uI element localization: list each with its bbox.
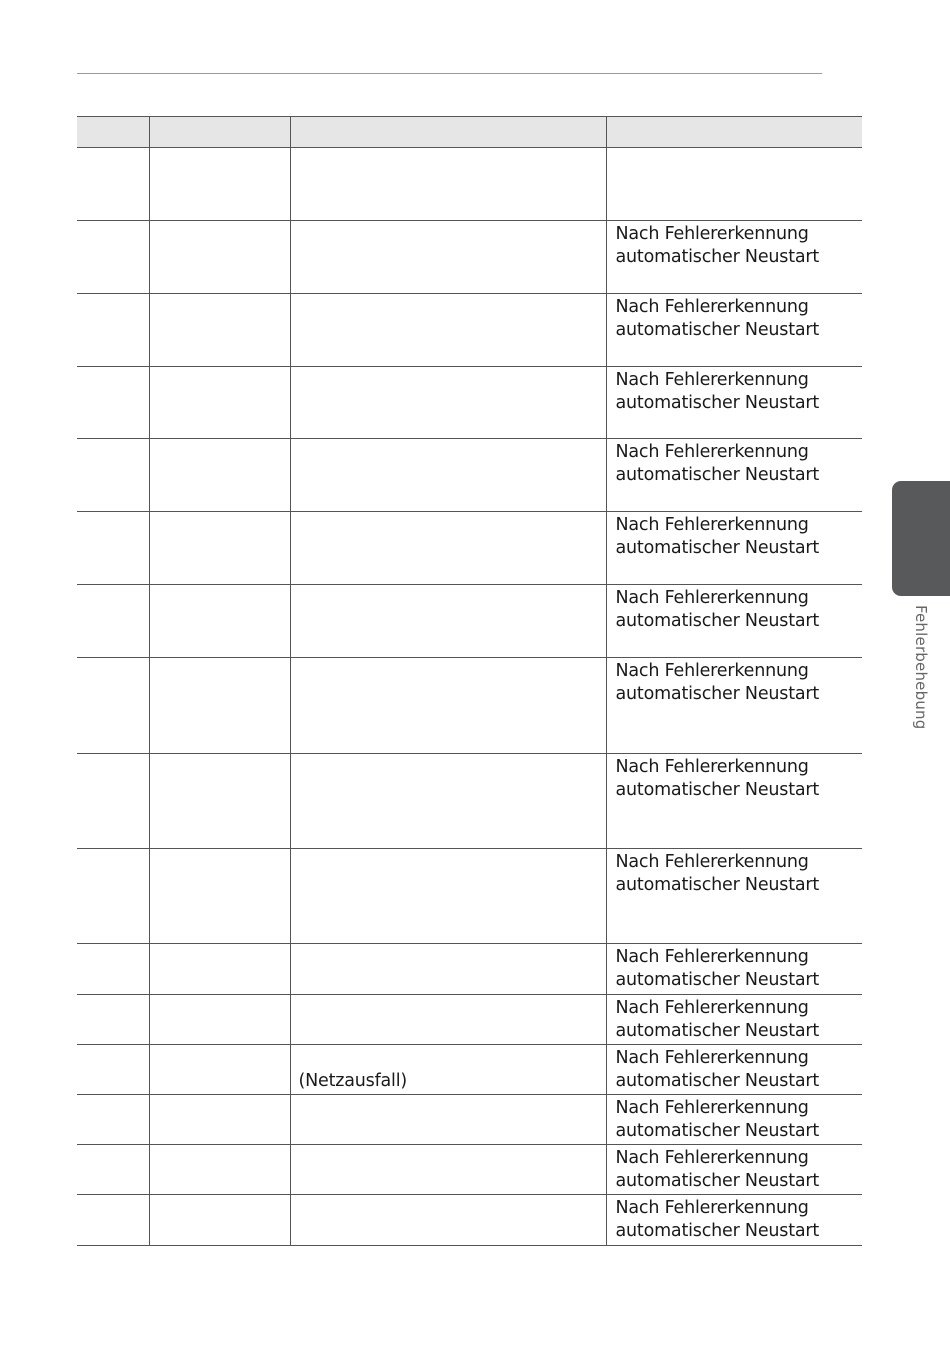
cell-text [150, 367, 290, 369]
header-rule [77, 73, 822, 74]
cell-text [77, 1045, 149, 1047]
cell-text: (Netzausfall) [298, 1070, 408, 1091]
cell-c1 [77, 944, 149, 995]
cell-text [77, 754, 149, 756]
cell-c1 [77, 221, 149, 294]
cell-text: Nach Fehlererkennung automatischer Neustart [615, 1198, 820, 1241]
cell-c4 [606, 1095, 862, 1145]
cell-c3 [290, 221, 606, 294]
cell-text: Nach Fehlererkennung automatischer Neustart [615, 661, 820, 704]
cell-c2 [149, 221, 290, 294]
cell-text [77, 148, 149, 150]
cell-c3 [290, 1195, 606, 1246]
cell-c1 [77, 585, 149, 658]
cell-c4 [606, 367, 862, 439]
cell-text [291, 754, 606, 756]
cell-text [150, 585, 290, 587]
cell-c4 [606, 585, 862, 658]
cell-text [150, 658, 290, 660]
cell-text [150, 1145, 290, 1147]
cell-c1 [77, 1195, 149, 1246]
cell-c4 [606, 754, 862, 849]
cell-text [291, 221, 606, 223]
table-row [77, 754, 862, 849]
cell-c3 [290, 367, 606, 439]
cell-c3 [290, 658, 606, 754]
cell-c2 [149, 1195, 290, 1246]
table-row [77, 512, 862, 585]
cell-text [291, 944, 606, 946]
header-cell-4 [606, 117, 862, 148]
cell-c4 [606, 512, 862, 585]
cell-c2 [149, 944, 290, 995]
table-row [77, 367, 862, 439]
cell-c1 [77, 1045, 149, 1095]
table-row [77, 1145, 862, 1195]
cell-c4 [606, 1145, 862, 1195]
cell-text [291, 148, 606, 150]
cell-text [150, 512, 290, 514]
cell-c1 [77, 439, 149, 512]
cell-text [77, 367, 149, 369]
table-row [77, 1195, 862, 1246]
cell-c2 [149, 148, 290, 221]
cell-text [150, 849, 290, 851]
section-label: Fehlerbehebung [912, 605, 930, 730]
cell-c2 [149, 512, 290, 585]
cell-c3 [290, 1145, 606, 1195]
header-cell-2 [149, 117, 290, 148]
cell-text [150, 995, 290, 997]
cell-c4 [606, 221, 862, 294]
cell-text: Nach Fehlererkennung automatischer Neustart [615, 442, 820, 485]
cell-text [291, 1145, 606, 1147]
cell-c4 [606, 658, 862, 754]
cell-text: Nach Fehlererkennung automatischer Neustart [615, 998, 820, 1041]
cell-c2 [149, 849, 290, 944]
cell-c3 [290, 754, 606, 849]
table-row [77, 221, 862, 294]
cell-text [77, 221, 149, 223]
cell-text [77, 1195, 149, 1197]
cell-text [291, 658, 606, 660]
cell-c1 [77, 658, 149, 754]
table-row [77, 148, 862, 221]
cell-c4 [606, 294, 862, 367]
cell-text [77, 995, 149, 997]
cell-c3 [290, 148, 606, 221]
cell-text: Nach Fehlererkennung automatischer Neustart [615, 297, 820, 340]
table-row [77, 1045, 862, 1095]
cell-c2 [149, 1095, 290, 1145]
cell-text [291, 367, 606, 369]
cell-c1 [77, 367, 149, 439]
cell-text [150, 754, 290, 756]
cell-c2 [149, 585, 290, 658]
chapter-tab [892, 481, 950, 596]
cell-text: Nach Fehlererkennung automatischer Neustart [615, 757, 820, 800]
table-header-row [77, 117, 862, 148]
cell-text [150, 1195, 290, 1197]
cell-text: Nach Fehlererkennung automatischer Neustart [615, 947, 820, 990]
cell-text [150, 1045, 290, 1047]
cell-c4 [606, 995, 862, 1045]
table-row [77, 585, 862, 658]
cell-text [150, 944, 290, 946]
cell-text [291, 512, 606, 514]
cell-c3 [290, 439, 606, 512]
cell-c4 [606, 1195, 862, 1246]
cell-c1 [77, 148, 149, 221]
cell-text [291, 995, 606, 997]
cell-text: Nach Fehlererkennung automatischer Neustart [615, 224, 820, 267]
cell-text: Nach Fehlererkennung automatischer Neustart [615, 370, 820, 413]
cell-c2 [149, 995, 290, 1045]
cell-c3 [290, 1045, 606, 1095]
header-cell-3 [290, 117, 606, 148]
cell-c2 [149, 658, 290, 754]
cell-c3 [290, 1095, 606, 1145]
cell-text [150, 439, 290, 441]
cell-c4 [606, 1045, 862, 1095]
cell-text [77, 294, 149, 296]
cell-text: Nach Fehlererkennung automatischer Neustart [615, 852, 820, 895]
cell-text [291, 294, 606, 296]
cell-text [150, 294, 290, 296]
cell-c3 [290, 294, 606, 367]
cell-text: Nach Fehlererkennung automatischer Neustart [615, 1048, 820, 1091]
table-row [77, 658, 862, 754]
table-row [77, 995, 862, 1045]
cell-text [150, 221, 290, 223]
cell-c4 [606, 439, 862, 512]
cell-text [291, 585, 606, 587]
cell-text [291, 849, 606, 851]
cell-text: Nach Fehlererkennung automatischer Neustart [615, 1098, 820, 1141]
cell-text [150, 1095, 290, 1097]
cell-c3 [290, 995, 606, 1045]
cell-text [607, 148, 863, 150]
cell-c2 [149, 1045, 290, 1095]
cell-text [77, 1095, 149, 1097]
cell-c1 [77, 1095, 149, 1145]
cell-text [291, 439, 606, 441]
cell-c2 [149, 294, 290, 367]
cell-c1 [77, 512, 149, 585]
cell-text [77, 1145, 149, 1147]
table-row [77, 439, 862, 512]
cell-text [291, 1195, 606, 1197]
cell-c2 [149, 754, 290, 849]
cell-c3 [290, 944, 606, 995]
cell-text: Nach Fehlererkennung automatischer Neustart [615, 588, 820, 631]
table-row [77, 1095, 862, 1145]
cell-c2 [149, 367, 290, 439]
cell-text: Nach Fehlererkennung automatischer Neustart [615, 1148, 820, 1191]
cell-text [77, 849, 149, 851]
cell-text [77, 585, 149, 587]
cell-c4 [606, 944, 862, 995]
cell-c1 [77, 849, 149, 944]
cell-c3 [290, 849, 606, 944]
cell-c2 [149, 1145, 290, 1195]
cell-text: Nach Fehlererkennung automatischer Neustart [615, 515, 820, 558]
cell-c1 [77, 995, 149, 1045]
cell-c1 [77, 294, 149, 367]
table-row [77, 849, 862, 944]
table-row [77, 944, 862, 995]
cell-c1 [77, 1145, 149, 1195]
fault-table [77, 116, 862, 1246]
cell-text [77, 658, 149, 660]
cell-text [77, 439, 149, 441]
cell-text [77, 512, 149, 514]
table-row [77, 294, 862, 367]
cell-text [77, 944, 149, 946]
cell-c3 [290, 512, 606, 585]
cell-text [150, 148, 290, 150]
cell-c4 [606, 849, 862, 944]
cell-c1 [77, 754, 149, 849]
cell-c2 [149, 439, 290, 512]
cell-text [291, 1095, 606, 1097]
header-cell-1 [77, 117, 149, 148]
cell-c3 [290, 585, 606, 658]
cell-c4 [606, 148, 862, 221]
